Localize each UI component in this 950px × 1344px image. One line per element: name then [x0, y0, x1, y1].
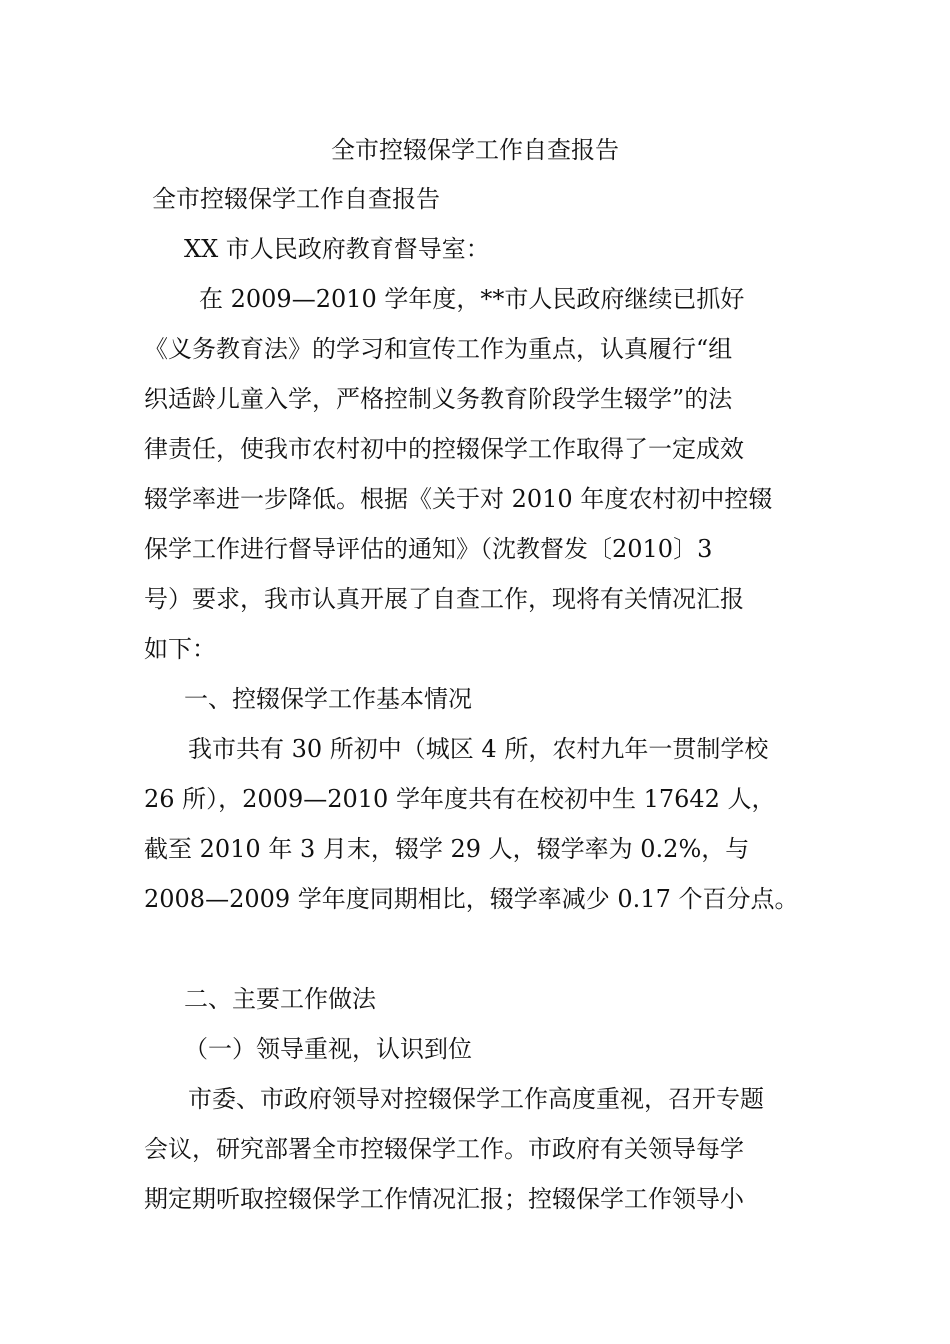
subsection-heading: （一）领导重视，认识到位	[184, 1035, 472, 1063]
blank-line	[144, 924, 824, 974]
paragraph-line: 律责任，使我市农村初中的控辍保学工作取得了一定成效	[144, 435, 744, 463]
paragraph-line: 市委、市政府领导对控辍保学工作高度重视，召开专题	[188, 1085, 764, 1113]
document-title: 全市控辍保学工作自查报告	[331, 136, 619, 164]
paragraph-line: 号）要求，我市认真开展了自查工作，现将有关情况汇报	[144, 585, 744, 613]
body-subtitle: 全市控辍保学工作自查报告	[152, 185, 440, 213]
paragraph-line: 《义务教育法》的学习和宣传工作为重点，认真履行“组	[144, 335, 733, 363]
salutation: XX 市人民政府教育督导室：	[184, 235, 490, 263]
paragraph-line: 在 2009—2010 学年度，**市人民政府继续已抓好	[199, 285, 745, 313]
paragraph-line: 2008—2009 学年度同期相比，辍学率减少 0.17 个百分点。	[144, 885, 799, 913]
paragraph-line: 织适龄儿童入学，严格控制义务教育阶段学生辍学”的法	[144, 385, 733, 413]
section-heading: 二、主要工作做法	[184, 985, 376, 1013]
paragraph-line: 辍学率进一步降低。根据《关于对 2010 年度农村初中控辍	[144, 485, 773, 513]
paragraph-line: 截至 2010 年 3 月末，辍学 29 人，辍学率为 0.2%，与	[144, 835, 750, 863]
paragraph-line: 会议，研究部署全市控辍保学工作。市政府有关领导每学	[144, 1135, 744, 1163]
section-heading: 一、控辍保学工作基本情况	[184, 685, 472, 713]
document-body	[144, 174, 824, 1224]
paragraph-line: 我市共有 30 所初中（城区 4 所，农村九年一贯制学校	[188, 735, 769, 763]
paragraph-line: 26 所），2009—2010 学年度共有在校初中生 17642 人，	[144, 785, 776, 813]
paragraph-line: 如下：	[144, 635, 216, 663]
paragraph-line: 期定期听取控辍保学工作情况汇报；控辍保学工作领导小	[144, 1185, 744, 1213]
paragraph-line: 保学工作进行督导评估的通知》（沈教督发〔2010〕3	[144, 535, 713, 563]
